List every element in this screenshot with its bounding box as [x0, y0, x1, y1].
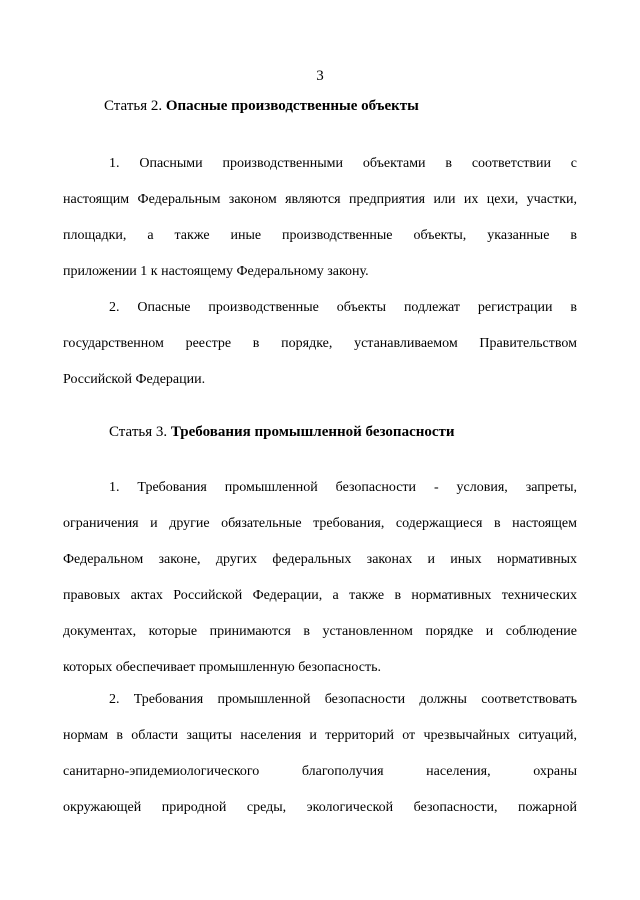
article-3-title: Требования промышленной безопасности [170, 424, 455, 440]
text-line: 2. Требования промышленной безопасности должны соответствовать [109, 692, 577, 707]
text-line: которых обеспечивает промышленную безопасность. [63, 660, 381, 675]
text-line: площадки, а также иные производственные объекты, указанные в [63, 228, 577, 243]
article-2-title: Опасные производственные объекты [165, 98, 419, 114]
text-line: 1. Требования промышленной безопасности - условия, запреты, [109, 480, 577, 495]
text-line: санитарно-эпидемиологического благополучия населения, охраны [63, 764, 577, 779]
text-line: Федеральном законе, других федеральных законах и иных нормативных [63, 552, 577, 567]
article-2-heading [104, 96, 419, 116]
article-3-prefix: Статья 3. [109, 424, 168, 440]
text-line: настоящим Федеральным законом являются предприятия или их цехи, участки, [63, 192, 577, 207]
text-line: документах, которые принимаются в установленном порядке и соблюдение [63, 624, 577, 639]
text-line: 2. Опасные производственные объекты подлежат регистрации в [109, 300, 577, 315]
article-3-heading [109, 422, 455, 442]
text-line: приложении 1 к настоящему Федеральному закону. [63, 264, 369, 279]
article-2-prefix: Статья 2. [104, 98, 163, 114]
text-line: государственном реестре в порядке, устанавливаемом Правительством [63, 336, 577, 351]
text-line: правовых актах Российской Федерации, а также в нормативных технических [63, 588, 577, 603]
text-line: Российской Федерации. [63, 372, 206, 387]
text-line: окружающей природной среды, экологической безопасности, пожарной [63, 800, 577, 815]
text-line: нормам в области защиты населения и территорий от чрезвычайных ситуаций, [63, 728, 577, 743]
text-line: ограничения и другие обязательные требования, содержащиеся в настоящем [63, 516, 577, 531]
page-number: 3 [316, 68, 324, 84]
text-line: 1. Опасными производственными объектами в соответствии с [109, 156, 577, 171]
